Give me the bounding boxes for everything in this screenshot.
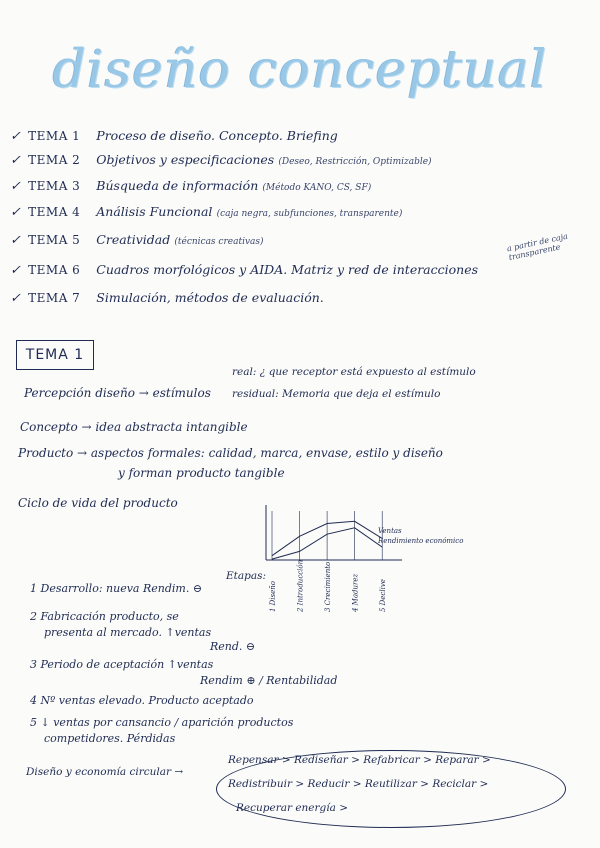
list-item <box>10 128 338 154</box>
economia-label: Diseño y economía circular → <box>26 766 184 778</box>
check-icon: ✓ <box>10 205 21 220</box>
check-icon: ✓ <box>10 153 21 168</box>
tema-note: (caja negra, subfunciones, transparente) <box>216 209 403 219</box>
economia-line-1: Repensar > Rediseñar > Refabricar > Reparar > <box>228 754 491 766</box>
note-percepcion-real: real: ¿ que receptor está expuesto al estímulo <box>232 366 476 378</box>
tema-label: TEMA 7 <box>28 291 81 305</box>
check-icon: ✓ <box>10 291 21 306</box>
lifecycle-chart <box>262 505 502 620</box>
list-item: Rendim ⊕ / Rentabilidad <box>200 674 338 687</box>
list-item: 4 Nº ventas elevado. Producto aceptado <box>30 694 254 707</box>
tema-label: TEMA 3 <box>28 179 81 193</box>
note-concepto: Concepto → idea abstracta intangible <box>20 420 248 434</box>
stage-tick-label: 2 Introducción <box>296 559 305 612</box>
tema-label: TEMA 6 <box>28 263 81 277</box>
stage-tick-label: 3 Crecimiento <box>324 561 333 612</box>
note-percepcion-residual: residual: Memoria que deja el estímulo <box>232 388 441 400</box>
list-item: Rend. ⊖ <box>210 640 256 653</box>
list-item: 1 Desarrollo: nueva Rendim. ⊖ <box>30 582 203 595</box>
tema-text: Creatividad <box>96 232 171 247</box>
tema-label: TEMA 1 <box>28 129 81 143</box>
list-item <box>10 232 264 258</box>
economia-line-2: Redistribuir > Reducir > Reutilizar > Reciclar > <box>228 778 489 790</box>
list-item <box>10 204 402 230</box>
note-producto: Producto → aspectos formales: calidad, marca, envase, estilo y diseño <box>18 446 443 460</box>
tema-note: (Método KANO, CS, SF) <box>262 183 372 193</box>
legend-ventas: Ventas <box>378 527 402 535</box>
tema-note: (Deseo, Restricción, Optimizable) <box>278 157 432 167</box>
check-icon: ✓ <box>10 263 21 278</box>
list-item: presenta al mercado. ↑ventas <box>44 626 212 639</box>
list-item <box>10 262 478 288</box>
list-item <box>10 290 324 316</box>
list-item <box>10 178 371 204</box>
stage-tick-label: 5 Declive <box>379 579 388 612</box>
tema-note: (técnicas creativas) <box>174 237 264 247</box>
economia-line-3: Recuperar energía > <box>236 802 349 814</box>
section-heading: TEMA 1 <box>16 340 94 370</box>
tema-text: Análisis Funcional <box>96 204 213 219</box>
check-icon: ✓ <box>10 129 21 144</box>
tema-label: TEMA 2 <box>28 153 81 167</box>
tema-label: TEMA 5 <box>28 233 81 247</box>
side-note: a partir de caja transparente <box>506 231 569 263</box>
list-item: 3 Periodo de aceptación ↑ventas <box>30 658 214 671</box>
note-ciclo: Ciclo de vida del producto <box>18 496 178 510</box>
list-item: 2 Fabricación producto, se <box>30 610 179 623</box>
list-item: competidores. Pérdidas <box>44 732 176 745</box>
note-producto-2: y forman producto tangible <box>118 466 285 480</box>
list-item: 5 ↓ ventas por cansancio / aparición productos <box>30 716 294 729</box>
check-icon: ✓ <box>10 233 21 248</box>
note-percepcion: Percepción diseño → estímulos <box>24 386 211 400</box>
tema-text: Proceso de diseño. Concepto. Briefing <box>96 128 338 143</box>
tema-text: Cuadros morfológicos y AIDA. Matriz y red de interacciones <box>96 262 479 277</box>
tema-text: Búsqueda de información <box>96 178 259 193</box>
tema-text: Simulación, métodos de evaluación. <box>96 290 324 305</box>
tema-text: Objetivos y especificaciones <box>96 152 275 167</box>
legend-rendimiento: Rendimiento económico <box>378 537 464 545</box>
tema-label: TEMA 4 <box>28 205 81 219</box>
page-title: diseño conceptual <box>52 40 548 100</box>
list-item <box>10 152 432 178</box>
etapas-label: Etapas: <box>226 570 267 582</box>
check-icon: ✓ <box>10 179 21 194</box>
stage-tick-label: 1 Diseño <box>269 581 277 612</box>
stage-tick-label: 4 Madurez <box>351 573 360 612</box>
